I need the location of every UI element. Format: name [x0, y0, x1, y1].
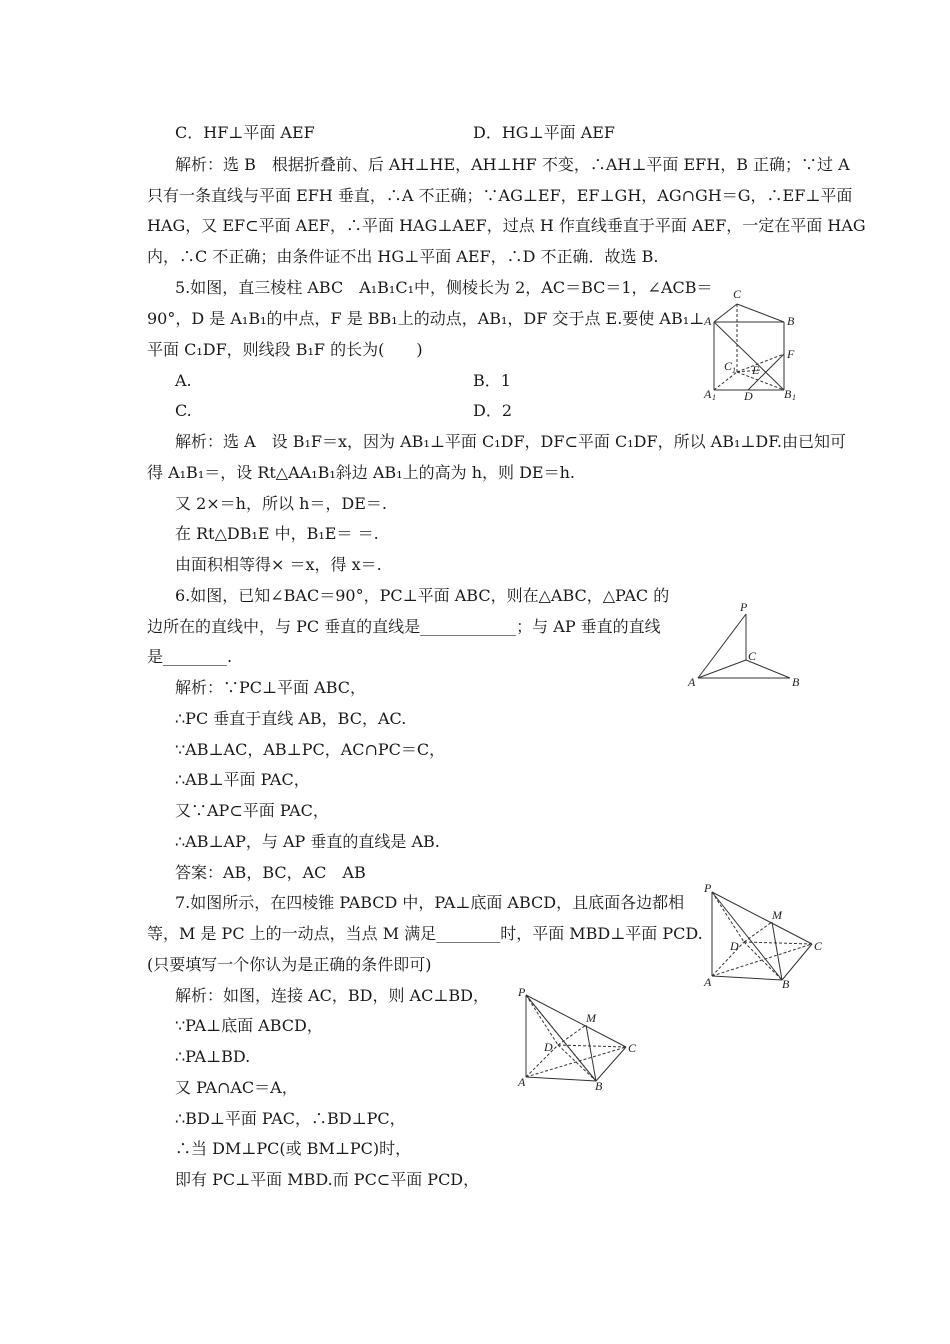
- solution-line: 解析：选 B 根据折叠前、后 AH⊥HE，AH⊥HF 不变，∴AH⊥平面 EFH，B 正确；∵过 A: [175, 155, 850, 174]
- solution-line: ∴PA⊥BD.: [175, 1047, 251, 1066]
- label-a: A: [688, 675, 696, 689]
- solution-line: ∴AB⊥AP，与 AP 垂直的直线是 AB.: [175, 832, 440, 851]
- option-c: C.: [175, 401, 192, 420]
- solution-line: HAG，又 EF⊂平面 AEF，∴平面 HAG⊥AEF，过点 H 作直线垂直于平面 AEF，一定在平面 HAG: [147, 216, 866, 235]
- solution-line: 又∵AP⊂平面 PAC，: [175, 801, 329, 820]
- label-a: A: [704, 975, 712, 989]
- label-d: D: [730, 939, 739, 953]
- label-a1-sub: 1: [712, 393, 716, 402]
- label-c1-sub: 1: [732, 366, 736, 375]
- solution-line: 解析：如图，连接 AC，BD，则 AC⊥BD，: [175, 986, 489, 1005]
- label-c: C: [628, 1041, 637, 1055]
- question-7: (只要填写一个你认为是正确的条件即可): [147, 955, 432, 974]
- option-c: C．HF⊥平面 AEF: [175, 123, 315, 142]
- label-b: B: [792, 675, 800, 689]
- label-e: E: [752, 363, 760, 377]
- label-c: C: [748, 649, 757, 663]
- label-c: C: [733, 287, 742, 301]
- label-c1: C: [724, 359, 733, 373]
- label-m: M: [772, 908, 782, 922]
- solution-line: ∴当 DM⊥PC(或 BM⊥PC)时，: [175, 1139, 412, 1158]
- solution-line: 内，∴C 不正确；由条件证不出 HG⊥平面 AEF，∴D 不正确．故选 B.: [147, 247, 659, 266]
- solution-line: 只有一条直线与平面 EFH 垂直，∴A 不正确；∵AG⊥EF，EF⊥GH，AG∩GH＝G，∴EF⊥平面: [147, 186, 853, 205]
- question-6: 6.如图，已知∠BAC＝90°，PC⊥平面 ABC，则在△ABC，△PAC 的: [175, 586, 670, 605]
- question-7: 7.如图所示，在四棱锥 PABCD 中，PA⊥底面 ABCD，且底面各边都相: [175, 893, 685, 912]
- solution-line: ∴PC 垂直于直线 AB，BC，AC.: [175, 709, 407, 728]
- label-c: C: [814, 939, 823, 953]
- solution-line: ∴AB⊥平面 PAC，: [175, 770, 310, 789]
- solution-line: 得 A₁B₁＝，设 Rt△AA₁B₁斜边 AB₁上的高为 h，则 DE＝h.: [147, 463, 575, 482]
- label-b: B: [782, 977, 790, 990]
- label-a: A: [704, 314, 712, 328]
- solution-line: ∴BD⊥平面 PAC，∴BD⊥PC，: [175, 1109, 406, 1128]
- solution-line: ∵PA⊥底面 ABCD，: [175, 1016, 323, 1035]
- label-b: B: [595, 1079, 603, 1093]
- option-b: B．1: [473, 371, 511, 390]
- label-p: P: [740, 600, 748, 614]
- pyramid-figure: [700, 880, 830, 990]
- question-5: 平面 C₁DF，则线段 B₁F 的长为( ): [147, 340, 423, 359]
- label-a1: A: [704, 387, 712, 401]
- solution-line: 又 2×＝h，所以 h＝，DE＝.: [175, 494, 387, 513]
- solution-line: 又 PA∩AC＝A，: [175, 1078, 298, 1097]
- label-b1: B: [784, 387, 792, 401]
- label-d: D: [744, 389, 753, 403]
- label-a: A: [518, 1075, 526, 1089]
- solution-line: 即有 PC⊥平面 MBD.而 PC⊂平面 PCD，: [175, 1170, 480, 1189]
- question-5: 5.如图，直三棱柱 ABC A₁B₁C₁中，侧棱长为 2，AC＝BC＝1，∠ACB＝: [175, 278, 713, 297]
- label-f: F: [787, 347, 795, 361]
- solution-line: 解析：选 A 设 B₁F＝x，因为 AB₁⊥平面 C₁DF，DF⊂平面 C₁DF，所以 AB₁⊥DF.由已知可: [175, 432, 846, 451]
- option-d: D．2: [473, 401, 513, 420]
- question-6: 是________.: [147, 647, 233, 666]
- label-d: D: [544, 1040, 553, 1054]
- solution-line: 在 Rt△DB₁E 中，B₁E＝ ＝.: [175, 524, 379, 543]
- label-p: P: [518, 985, 526, 999]
- solution-line: ∵AB⊥AC，AB⊥PC，AC∩PC＝C，: [175, 740, 446, 759]
- tetrahedron-figure: [680, 600, 810, 692]
- label-p: P: [704, 881, 712, 895]
- solution-line: 解析：∵PC⊥平面 ABC，: [175, 678, 366, 697]
- solution-line: 由面积相等得× ＝x，得 x＝.: [175, 555, 382, 574]
- question-6: 边所在的直线中，与 PC 垂直的直线是____________；与 AP 垂直的直线: [147, 617, 661, 636]
- pyramid-solution-figure: [508, 985, 638, 1095]
- label-m: M: [586, 1011, 596, 1025]
- label-b1-sub: 1: [792, 393, 796, 402]
- question-5: 90°，D 是 A₁B₁的中点，F 是 BB₁上的动点，AB₁，DF 交于点 E.要使 AB₁⊥: [147, 309, 705, 328]
- option-a: A.: [175, 371, 192, 390]
- answer-line: 答案：AB，BC，AC AB: [175, 863, 366, 882]
- label-b: B: [787, 314, 795, 328]
- option-d: D．HG⊥平面 AEF: [473, 123, 616, 142]
- prism-figure: [700, 286, 810, 404]
- question-7: 等，M 是 PC 上的一动点，当点 M 满足________时，平面 MBD⊥平面 PCD.: [147, 924, 703, 943]
